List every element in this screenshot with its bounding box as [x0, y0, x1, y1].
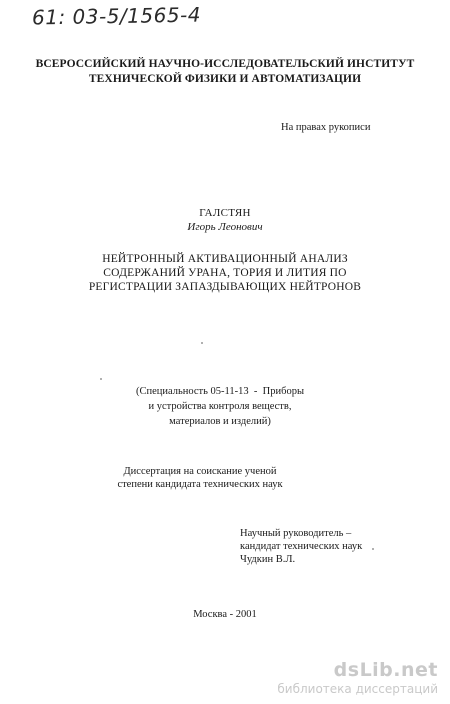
degree-line-2: степени кандидата технических наук [117, 479, 283, 490]
author-surname: ГАЛСТЯН [199, 207, 251, 219]
scan-speck [100, 378, 102, 380]
supervisor-line-1: Научный руководитель – [240, 528, 352, 539]
supervisor-line-3: Чудкин В.Л. [240, 554, 296, 565]
scan-speck [372, 548, 374, 550]
supervisor-line-2: кандидат технических наук [240, 541, 363, 552]
watermark [277, 659, 438, 696]
handwritten-catalog-code: 61: 03-5/1565-4 [31, 2, 202, 30]
institute-line-1: ВСЕРОССИЙСКИЙ НАУЧНО-ИССЛЕДОВАТЕЛЬСКИЙ ИНСТИТУТ [35, 58, 415, 70]
specialty-line-3: материалов и изделий) [169, 416, 271, 427]
title-line-2: СОДЕРЖАНИЙ УРАНА, ТОРИЯ И ЛИТИЯ ПО [103, 267, 347, 279]
specialty-line-1: (Специальность 05-11-13 - Приборы [135, 386, 305, 397]
specialty-block [110, 384, 330, 429]
city-year: Москва - 2001 [193, 609, 257, 620]
dissertation-title [0, 252, 450, 294]
title-line-1: НЕЙТРОННЫЙ АКТИВАЦИОННЫЙ АНАЛИЗ [102, 253, 348, 265]
author-block [0, 206, 450, 234]
degree-statement [100, 465, 300, 491]
watermark-subtitle: библиотека диссертаций [277, 682, 438, 696]
scan-speck [201, 342, 203, 344]
degree-line-1: Диссертация на соискание ученой [123, 466, 277, 477]
supervisor-block [240, 527, 362, 566]
specialty-line-2: и устройства контроля веществ, [148, 401, 292, 412]
watermark-logo: dsLib.net [333, 659, 438, 681]
institute-line-2: ТЕХНИЧЕСКОЙ ФИЗИКИ И АВТОМАТИЗАЦИИ [88, 73, 362, 85]
title-line-3: РЕГИСТРАЦИИ ЗАПАЗДЫВАЮЩИХ НЕЙТРОНОВ [88, 281, 362, 293]
author-name: Игорь Леонович [187, 221, 263, 233]
rights-note: На правах рукописи [281, 122, 371, 133]
institute-name [0, 57, 450, 87]
